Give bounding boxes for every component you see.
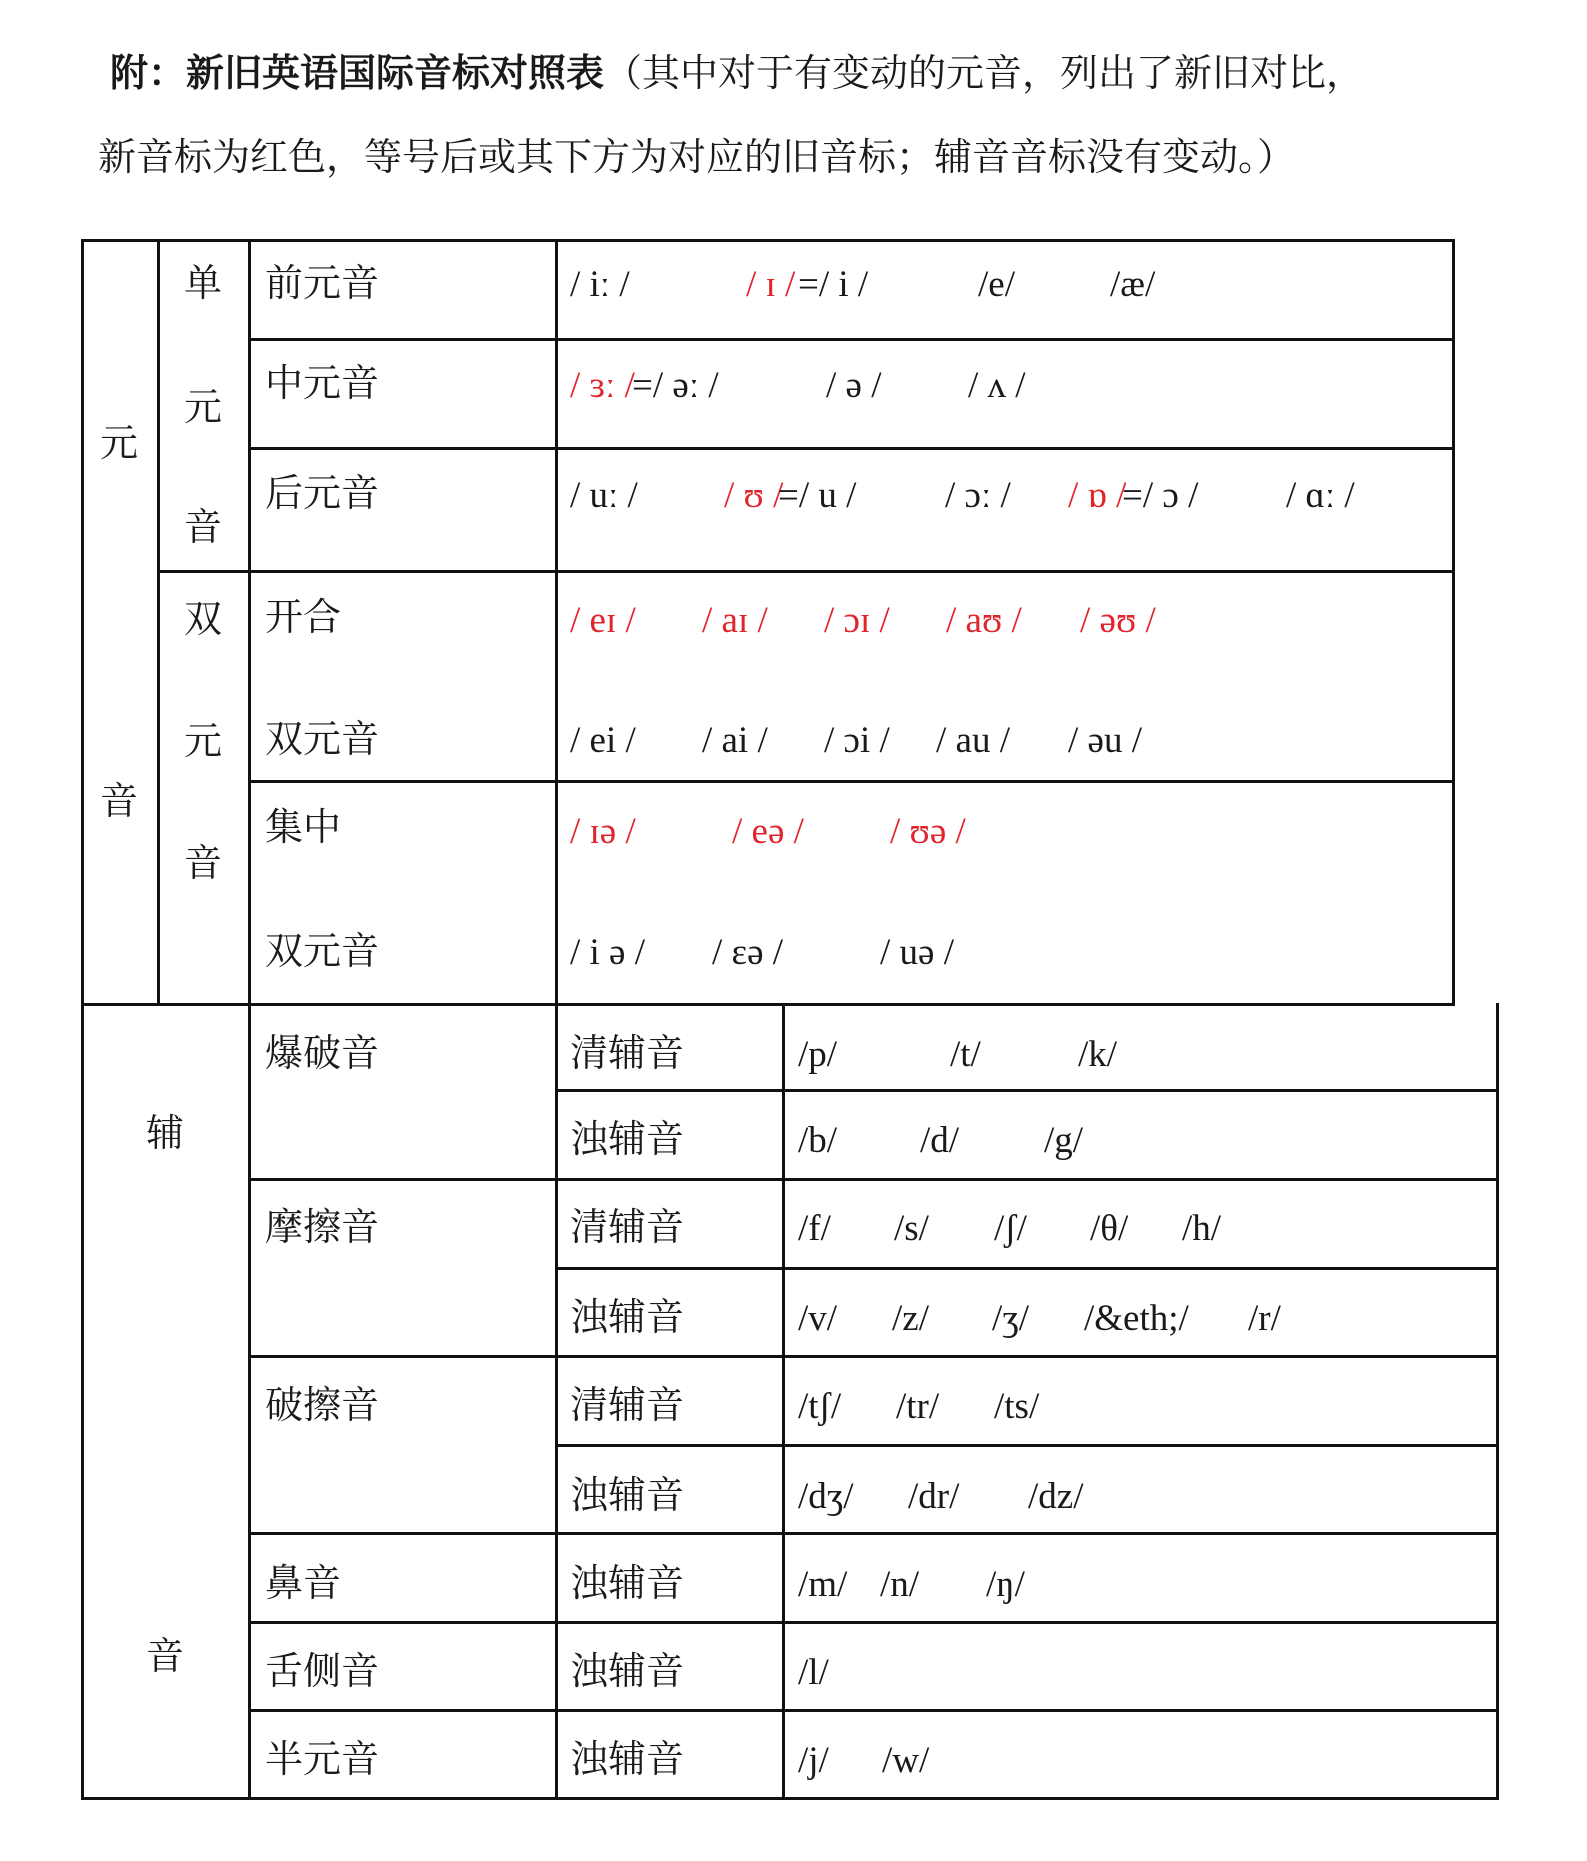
closing-diphthong-name: 双元音 [265, 717, 380, 761]
ipa-symbol-old: =/ əː / [632, 365, 719, 406]
ipa-symbol: /θ/ [1090, 1208, 1129, 1249]
ipa-symbol: / ə / [826, 365, 882, 406]
ipa-symbol-new: / ɪ / [746, 264, 796, 305]
ipa-symbol: /m/ [798, 1564, 848, 1605]
voicing-label: 浊辅音 [570, 1473, 685, 1517]
ipa-symbol-old: =/ i / [798, 264, 869, 305]
voicing-label: 清辅音 [570, 1031, 685, 1075]
consonant-category-label: 音 [146, 1634, 185, 1678]
ipa-symbol-new: / əʊ / [1080, 600, 1156, 641]
ipa-symbol: / uː / [570, 475, 638, 516]
rule [248, 1355, 1499, 1358]
ipa-symbol: /h/ [1182, 1208, 1222, 1249]
ipa-symbol-new: / aɪ / [702, 600, 768, 641]
consonant-type: 舌侧音 [265, 1649, 380, 1693]
central-vowel-name: 中元音 [265, 361, 380, 405]
ipa-symbol: /g/ [1044, 1120, 1084, 1161]
rule [248, 1621, 1499, 1624]
consonant-type: 鼻音 [265, 1561, 342, 1605]
ipa-symbol: /f/ [798, 1208, 831, 1249]
rule [248, 780, 1455, 783]
ipa-symbol: / ɔː / [945, 475, 1011, 516]
rule [157, 570, 1455, 573]
ipa-symbol: /r/ [1248, 1298, 1281, 1339]
monophthong-label: 单 [184, 261, 223, 305]
rule [81, 1003, 1455, 1006]
rule [248, 239, 251, 1797]
ipa-symbol-old: / əu / [1068, 720, 1142, 761]
ipa-symbol: /dz/ [1028, 1476, 1084, 1517]
ipa-symbol-old: =/ u / [778, 475, 857, 516]
voicing-label: 浊辅音 [570, 1117, 685, 1161]
consonant-category-label: 辅 [146, 1111, 185, 1155]
voicing-label: 浊辅音 [570, 1295, 685, 1339]
ipa-symbol: /k/ [1078, 1034, 1118, 1075]
rule [81, 1797, 1499, 1800]
ipa-symbol: /dʒ/ [798, 1476, 854, 1517]
ipa-symbol: /e/ [978, 264, 1015, 305]
ipa-symbol-old: / au / [936, 720, 1010, 761]
monophthong-label: 音 [184, 505, 223, 549]
rule [157, 239, 160, 1005]
intro-line-1 [110, 42, 1364, 97]
ipa-symbol: /s/ [894, 1208, 929, 1249]
ipa-symbol: / ɑː / [1286, 475, 1355, 516]
ipa-symbol-new: / ɔɪ / [824, 600, 890, 641]
rule [782, 1003, 785, 1797]
ipa-symbol-new: / ɒ / [1068, 475, 1127, 516]
intro-note-start: （其中对于有变动的元音，列出了新旧对比， [604, 51, 1365, 95]
ipa-symbol-old: =/ ɔ / [1122, 475, 1199, 516]
ipa-symbol: /æ/ [1110, 264, 1156, 305]
vowel-category-label: 音 [100, 779, 139, 823]
ipa-symbol: /ts/ [994, 1386, 1040, 1427]
rule [555, 1089, 1499, 1092]
consonant-type: 摩擦音 [265, 1205, 380, 1249]
centering-diphthong-name: 双元音 [265, 929, 380, 973]
rule [81, 239, 1455, 242]
consonant-type: 破擦音 [265, 1383, 380, 1427]
rule [81, 239, 84, 1797]
ipa-symbol: / iː / [570, 264, 630, 305]
diphthong-label: 元 [184, 719, 223, 763]
ipa-symbol: /tr/ [896, 1386, 940, 1427]
rule [248, 338, 1455, 341]
voicing-label: 浊辅音 [570, 1561, 685, 1605]
ipa-symbol-new: / ʊ / [724, 475, 784, 516]
rule [555, 239, 558, 1797]
ipa-symbol: /z/ [892, 1298, 929, 1339]
ipa-symbol: /ŋ/ [986, 1564, 1025, 1605]
intro-line-2: 新音标为红色，等号后或其下方为对应的旧音标；辅音音标没有变动。） [98, 135, 1296, 179]
rule [248, 447, 1455, 450]
ipa-symbol-new: / ɜː / [570, 365, 635, 406]
ipa-symbol: /l/ [798, 1652, 829, 1693]
centering-diphthong-name: 集中 [265, 805, 342, 849]
front-vowel-name: 前元音 [265, 261, 380, 305]
rule [555, 1444, 1499, 1447]
closing-diphthong-name: 开合 [265, 595, 342, 639]
voicing-label: 清辅音 [570, 1205, 685, 1249]
back-vowel-name: 后元音 [265, 471, 380, 515]
ipa-symbol: /t/ [950, 1034, 981, 1075]
ipa-symbol: /p/ [798, 1034, 838, 1075]
ipa-symbol: /j/ [798, 1740, 829, 1781]
ipa-symbol-old: / uə / [880, 932, 954, 973]
ipa-symbol-new: / ɪə / [570, 811, 636, 852]
document-title: 附：新旧英语国际音标对照表 [110, 50, 605, 95]
ipa-symbol: /n/ [880, 1564, 920, 1605]
monophthong-label: 元 [184, 385, 223, 429]
ipa-symbol: /w/ [882, 1740, 930, 1781]
rule [248, 1532, 1499, 1535]
voicing-label: 浊辅音 [570, 1737, 685, 1781]
ipa-symbol-new: / aʊ / [946, 600, 1022, 641]
consonant-type: 爆破音 [265, 1031, 380, 1075]
ipa-symbol-old: / ɛə / [712, 932, 784, 973]
ipa-symbol: /d/ [920, 1120, 960, 1161]
ipa-symbol: /v/ [798, 1298, 838, 1339]
ipa-symbol: /ʒ/ [992, 1298, 1029, 1339]
ipa-symbol-old: / ei / [570, 720, 636, 761]
ipa-symbol-old: / ɔi / [824, 720, 890, 761]
voicing-label: 清辅音 [570, 1383, 685, 1427]
rule [248, 1178, 1499, 1181]
ipa-symbol-old: / ai / [702, 720, 768, 761]
diphthong-label: 双 [184, 597, 223, 641]
ipa-symbol-new: / ʊə / [890, 811, 966, 852]
ipa-symbol-old: / i ə / [570, 932, 646, 973]
voicing-label: 浊辅音 [570, 1649, 685, 1693]
ipa-symbol: /b/ [798, 1120, 838, 1161]
rule [1452, 239, 1455, 1005]
ipa-symbol: /ʃ/ [994, 1208, 1027, 1249]
ipa-symbol: / ʌ / [968, 365, 1026, 406]
ipa-symbol-new: / eɪ / [570, 600, 636, 641]
vowel-category-label: 元 [100, 421, 139, 465]
consonant-type: 半元音 [265, 1737, 380, 1781]
ipa-symbol: /dr/ [908, 1476, 960, 1517]
rule [1496, 1003, 1499, 1797]
ipa-symbol-new: / eə / [732, 811, 804, 852]
ipa-symbol: /tʃ/ [798, 1386, 842, 1427]
rule [555, 1267, 1499, 1270]
rule [248, 1709, 1499, 1712]
ipa-symbol: /&eth;/ [1084, 1298, 1189, 1339]
diphthong-label: 音 [184, 841, 223, 885]
